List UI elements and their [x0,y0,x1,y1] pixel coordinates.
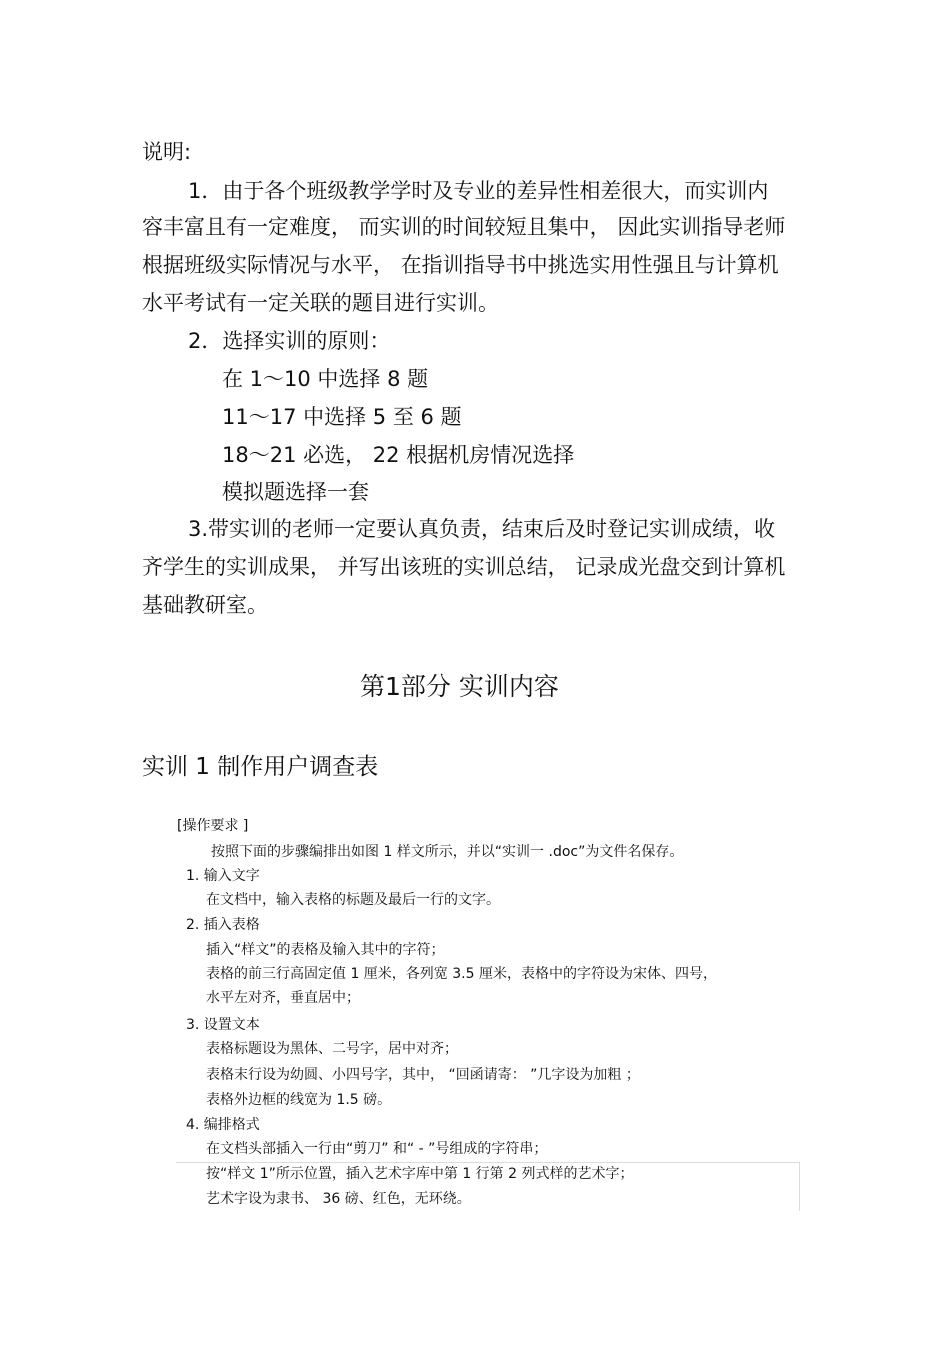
requirements-intro: 按照下面的步骤编排出如图 1 样文所示，并以“实训一 .doc”为文件名保存。 [211,844,684,860]
intro-item1-line4: 水平考试有一定关联的题目进行实训。 [142,291,499,315]
step-2-line2: 表格的前三行高固定值 1 厘米，各列宽 3.5 厘米，表格中的字符设为宋体、四号， [206,966,717,982]
intro-item1-line1: 1．由于各个班级教学学时及专业的差异性相差很大，而实训内 [188,179,769,203]
step-1-line1: 在文档中，输入表格的标题及最后一行的文字。 [206,892,500,908]
step-3-line3: 表格外边框的线宽为 1.5 磅。 [206,1092,392,1108]
intro-rule-1: 在 1～10 中选择 8 题 [222,367,429,391]
training-title: 实训 1 制作用户调查表 [142,754,379,780]
intro-rule-3: 18～21 必选， 22 根据机房情况选择 [222,443,575,467]
step-4-line2: 按“样文 1”所示位置，插入艺术字库中第 1 行第 2 列式样的艺术字； [206,1166,634,1182]
step-2-line3: 水平左对齐，垂直居中； [206,990,360,1006]
part-title: 第1部分 实训内容 [360,672,559,701]
step-2-line1: 插入“样文”的表格及输入其中的字符； [206,942,445,958]
step-3-line2: 表格末行设为幼圆、小四号字，其中， “回函请寄： ”几字设为加粗 ； [206,1067,640,1083]
intro-item1-line3: 根据班级实际情况与水平， 在指训指导书中挑选实用性强且与计算机 [142,253,779,277]
intro-rule-2: 11～17 中选择 5 至 6 题 [222,405,462,429]
step-4-line3: 艺术字设为隶书、 36 磅、红色，无环绕。 [206,1191,471,1207]
intro-rule-4: 模拟题选择一套 [222,480,369,504]
intro-item1-line2: 容丰富且有一定难度， 而实训的时间较短且集中， 因此实训指导老师 [142,215,786,239]
step-4-line1: 在文档头部插入一行由“剪刀” 和“ - ”号组成的字符串； [206,1141,548,1157]
intro-item3-line1: 3.带实训的老师一定要认真负责，结束后及时登记实训成绩，收 [188,517,776,541]
requirements-heading: [操作要求 ] [177,818,249,834]
intro-item3-line3: 基础教研室。 [142,593,268,617]
step-3-line1: 表格标题设为黑体、二号字，居中对齐； [206,1041,458,1057]
intro-item2-title: 2．选择实训的原则： [188,329,391,353]
intro-item3-line2: 齐学生的实训成果， 并写出该班的实训总结， 记录成光盘交到计算机 [142,555,786,579]
step-3-title: 3. 设置文本 [186,1017,260,1033]
intro-heading: 说明: [142,140,192,164]
step-2-title: 2. 插入表格 [186,917,260,933]
step-1-title: 1. 输入文字 [186,868,260,884]
step-4-title: 4. 编排格式 [186,1117,260,1133]
